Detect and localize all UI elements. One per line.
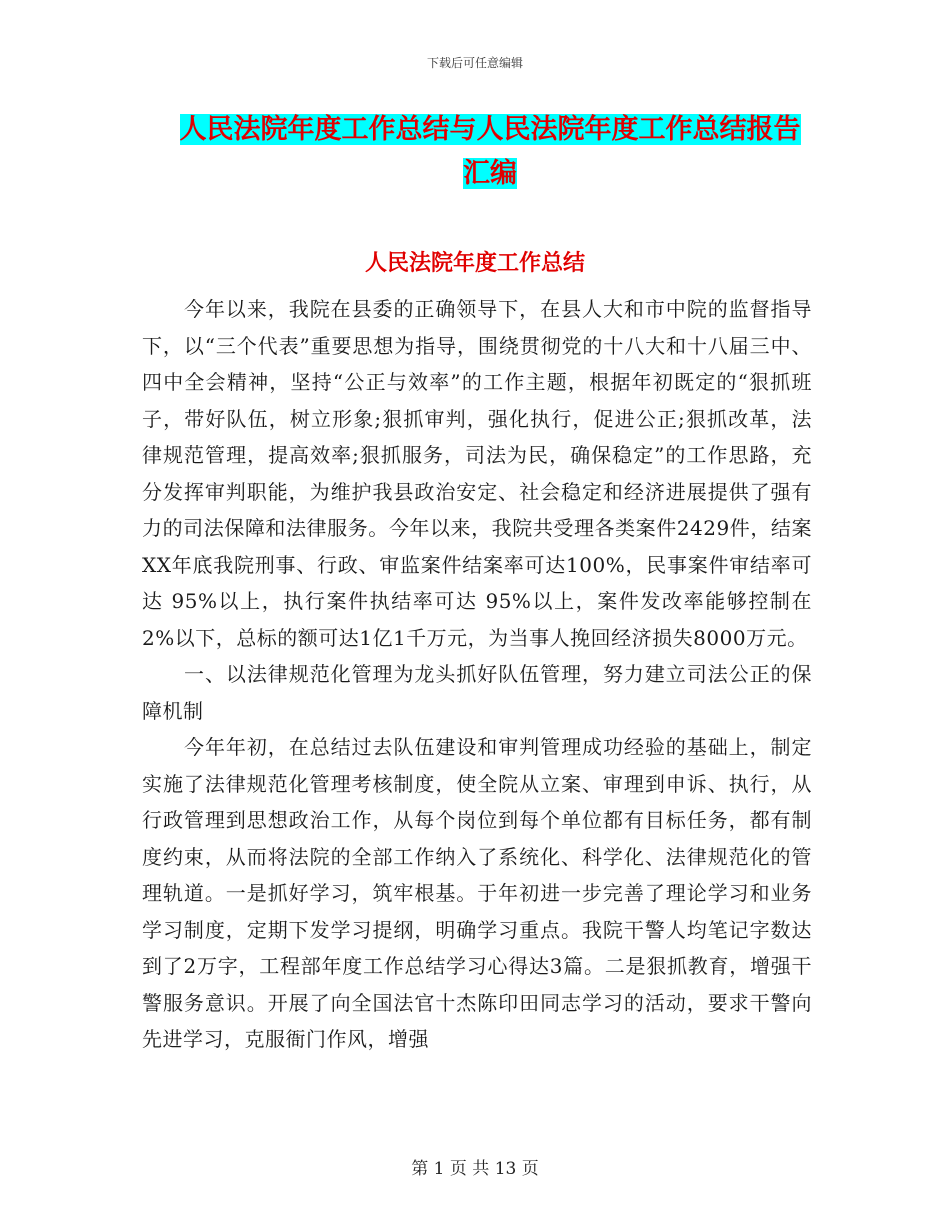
- document-body: [142, 291, 812, 1058]
- paragraph-intro: 今年以来，我院在县委的正确领导下，在县人大和市中院的监督指导下，以“三个代表”重要思想为指导，围绕贯彻党的十八大和十八届三中、四中全会精神，坚持“公正与效率”的工作主题，根据年初既定的“狠抓班子，带好队伍，树立形象;狠抓审判，强化执行，促进公正;狠抓改革，法律规范管理，提高效率;狠抓服务，司法为民，确保稳定”的工作思路，充分发挥审判职能，为维护我县政治安定、社会稳定和经济进展提供了强有力的司法保障和法律服务。今年以来，我院共受理各类案件2429件，结案XX年底我院刑事、行政、审监案件结案率可达100%，民事案件审结率可达 95%以上，执行案件执结率可达 95%以上，案件发改率能够控制在 2%以下，总标的额可达1亿1千万元，为当事人挽回经济损失8000万元。: [142, 297, 812, 650]
- paragraph-management: 今年年初，在总结过去队伍建设和审判管理成功经验的基础上，制定实施了法律规范化管理考核制度，使全院从立案、审理到申诉、执行，从行政管理到思想政治工作，从每个岗位到每个单位都有目标任务，都有制度约束，从而将法院的全部工作纳入了系统化、科学化、法律规范化的管理轨道。一是抓好学习，筑牢根基。于年初进一步完善了理论学习和业务学习制度，定期下发学习提纲，明确学习重点。我院干警人均笔记字数达到了2万字，工程部年度工作总结学习心得达3篇。二是狠抓教育，增强干警服务意识。开展了向全国法官十杰陈印田同志学习的活动，要求干警向先进学习，克服衙门作风，增强: [142, 735, 812, 1051]
- document-title-line-1: 人民法院年度工作总结与人民法院年度工作总结报告: [179, 114, 801, 145]
- document-title-line-2: 汇编: [463, 158, 517, 189]
- page-number-footer: 第 1 页 共 13 页: [411, 1159, 539, 1179]
- paragraph-heading-one: 一、以法律规范化管理为龙头抓好队伍管理，努力建立司法公正的保障机制: [142, 662, 812, 723]
- page-header-note: 下载后可任意编辑: [426, 56, 523, 70]
- section-title: 人民法院年度工作总结: [364, 250, 585, 276]
- document-title: [150, 108, 830, 196]
